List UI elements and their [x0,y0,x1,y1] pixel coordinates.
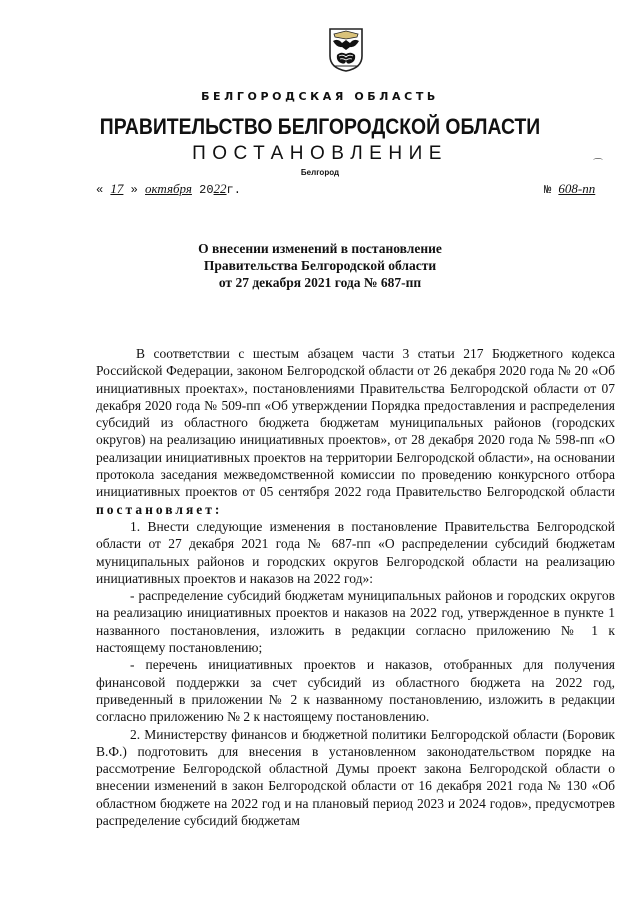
title-line-2: Правительства Белгородской области [203,258,437,273]
title-line-3: от 27 декабря 2021 года № 687-пп [218,275,422,290]
number-sign: № [544,183,552,197]
date-day: 17 [110,181,124,196]
clause-2-paragraph: 2. Министерству финансов и бюджетной политики Белгородской области (Боровик В.Ф.) подготовить для внесения в установленном законодательством порядке на рассмотрение Белгородской областной Думы проект закона Белгородской области о внесении изменений в закон Белгородской области от 16 декабря 2021 года № 130 «Об областном бюджете на 2022 год и на плановый период 2023 и 2024 годов», предусмотрев распределение субсидий бюджетам [96,726,615,829]
document-title [0,240,640,291]
clause-1-paragraph: 1. Внести следующие изменения в постановление Правительства Белгородской области от 27 декабря 2021 года № 687-пп «О распределении субсидий бюджетам муниципальных районов и городских округов Белгородской области на реализацию инициативных проектов и наказов на 2022 год»: [96,518,615,586]
document-body [96,345,615,829]
clause-1-item-1: - распределение субсидий бюджетам муниципальных районов и городских округов на реализацию инициативных проектов и наказов на 2022 год, утвержденное в пункте 1 названного постановления, изложить в редакции согласно приложению № 1 к настоящему постановлению; [96,588,615,656]
scan-mark-icon: ⌒ [593,159,603,170]
number-value: 608-пп [558,181,596,196]
city-name: Белгород [300,168,340,177]
decree-keyword: постановляет: [96,501,223,517]
document-number [544,181,595,197]
title-line-1: О внесении изменений в постановление [198,241,442,256]
preamble-text: В соответствии с шестым абзацем части 3 статьи 217 Бюджетного кодекса Российской Федерации, законом Белгородской области от 26 декабря 2020 года № 20 «Об инициативных проектах», постановлениями Правительства Белгородской области от 07 декабря 2020 года № 509-пп «Об утверждении Порядка предоставления и распределения субсидий из областного бюджета бюджетам муниципальных районов (городских округов) на реализацию инициативных проектов», от 28 декабря 2020 года № 598-пп «О реализации инициативных проектов на территории Белгородской области», на основании протокола заседания межведомственной комиссии по проведению конкурсного отбора инициативных проектов от 05 сентября 2022 года Правительство Белгородской области [96,346,615,500]
date-year-abbr: г. [226,183,241,197]
document-type: ПОСТАНОВЛЕНИЕ [192,143,448,164]
region-name: БЕЛГОРОДСКАЯ ОБЛАСТЬ [201,90,439,103]
date-year-prefix: 20 [199,183,214,197]
preamble-paragraph [96,345,615,518]
date-year-suffix: 22 [213,181,227,196]
belgorod-coat-of-arms-icon [329,28,363,72]
document-date [96,181,241,197]
date-open-quote: « [96,183,104,197]
clause-1-item-2: - перечень инициативных проектов и наказов, отобранных для получения финансовой поддержки за счет субсидий из областного бюджета на 2022 год, приведенный в приложении № 2 к названному постановлению, изложить в редакции согласно приложению № 2 к настоящему постановлению. [96,657,615,725]
date-close-quote: » [130,183,138,197]
date-month: октября [145,181,192,196]
government-name: ПРАВИТЕЛЬСТВО БЕЛГОРОДСКОЙ ОБЛАСТИ [99,114,541,139]
